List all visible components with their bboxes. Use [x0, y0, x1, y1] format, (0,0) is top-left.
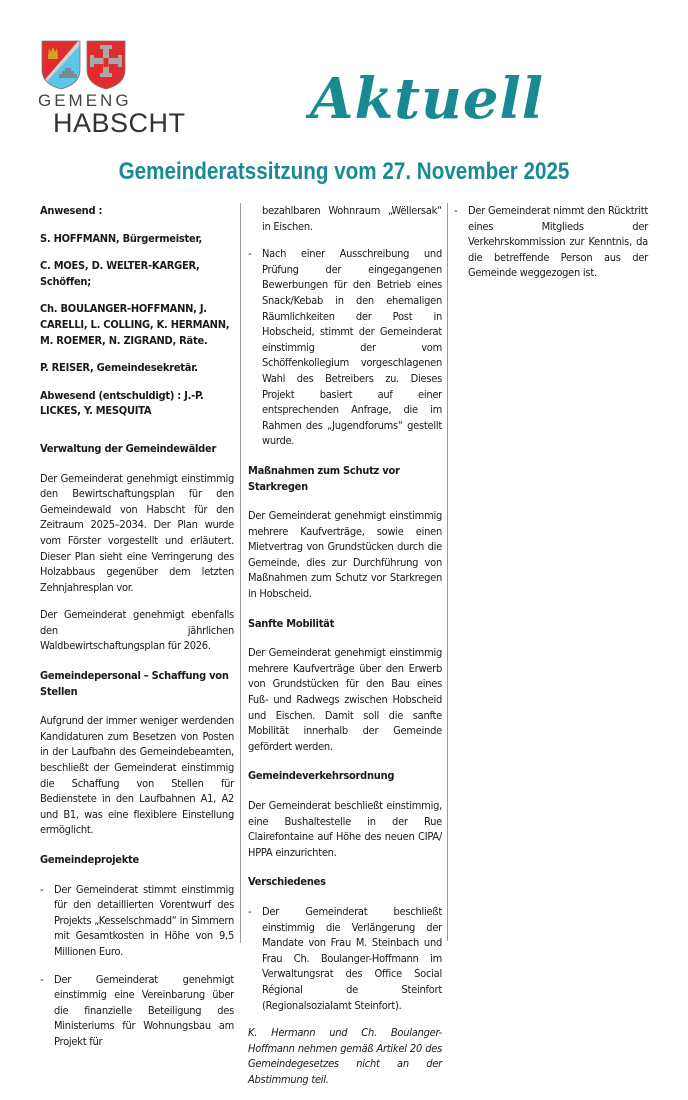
column-1	[40, 203, 234, 1062]
list-item	[40, 972, 234, 1050]
column-2	[248, 203, 442, 1100]
column-divider	[447, 203, 448, 941]
list-item-continued	[248, 203, 442, 234]
coat-of-arms-right-icon	[86, 40, 126, 90]
section-paragraph: Der Gemeinderat genehmigt einstimmig mehrere Kaufverträge über den Erwerb von Grundstücken für den Bau eines Fuß- und Radwegs zwischen Hobscheid und Eischen. Damit soll die sanfte Mobilität innerhalb der Gemeinde gefördert werden.	[248, 646, 442, 753]
municipality-logo	[38, 40, 198, 136]
list-item-text: Der Gemeinderat beschließt einstimmig die Verlängerung der Mandate von Frau M. Steinbach und Frau Ch. Boulanger-Hoffmann im Verwaltungsrat des Office Social Régional de Steinfort (Regionalsozialamt Steinfort).	[262, 904, 442, 1012]
list-item-text: bezahlbaren Wohnraum „Wëllersak“ in Eischen.	[262, 204, 442, 233]
section-paragraph: Der Gemeinderat genehmigt einstimmig mehrere Kaufverträge, sowie einen Mietvertrag von Grundstücken durch die Gemeinde, dies zur Durchführung von Maßnahmen zum Schutz vor Starkregen in Hobscheid.	[248, 509, 442, 601]
attendance-councillors: Ch. BOULANGER-HOFFMANN, J. CARELLI, L. COLLING, K. HERMANN, M. ROEMER, N. ZIGRAND, Räte.	[40, 302, 230, 347]
section-heading-mobility: Sanfte Mobilität	[248, 616, 335, 630]
attendance-aldermen: C. MOES, D. WELTER-KARGER, Schöffen;	[40, 259, 200, 288]
bullet-marker: -	[248, 247, 252, 261]
section-paragraph: Aufgrund der immer weniger werdenden Kandidaturen zum Besetzen von Posten in der Laufbahn des Gemeindebeamten, beschließt der Gemeinderat einstimmig die Schaffung von Stellen für Bedienstete in den Laufbahnen A1, A2 und B1, was eine flexiblere Einstellung ermöglicht.	[40, 714, 234, 837]
bullet-marker: -	[454, 204, 458, 217]
section-heading-projects: Gemeindeprojekte	[40, 853, 139, 866]
page-headline: Gemeinderatssitzung vom 27. November 2025	[118, 158, 570, 185]
list-item	[248, 904, 442, 1013]
section-paragraph: Der Gemeinderat beschließt einstimmig, eine Bushaltestelle in der Rue Clairefontaine auf Höhe des neuen CIPA/ HPPA einzurichten.	[248, 799, 442, 859]
column-divider	[240, 203, 241, 943]
bullet-marker: -	[40, 972, 44, 986]
attendance-present-label: Anwesend :	[40, 204, 103, 217]
section-heading-misc: Verschiedenes	[248, 875, 326, 889]
list-item	[454, 203, 648, 281]
section-title: Aktuell	[310, 66, 545, 132]
bullet-marker: -	[248, 904, 252, 918]
column-3	[454, 203, 648, 293]
abstention-note: K. Hermann und Ch. Boulanger-Hoffmann nehmen gemäß Artikel 20 des Gemeindegesetzes nicht an der Abstimmung teil.	[248, 1026, 442, 1086]
list-item-text: Der Gemeinderat nimmt den Rücktritt eines Mitglieds der Verkehrskommission zur Kenntnis, da die betreffende Person aus der Gemeinde weggezogen ist.	[468, 204, 648, 280]
attendance-absent: Abwesend (entschuldigt) : J.-P. LICKES, Y. MESQUITA	[40, 388, 204, 418]
coat-of-arms-left-icon	[41, 40, 81, 90]
list-item-text: Nach einer Ausschreibung und Prüfung der eingegangenen Bewerbungen für den Betrieb eines Snack/Kebab in den ehemaligen Räumlichkeiten der Post in Hobscheid, stimmt der Gemeinderat einstimmig der vom Schöffenkollegium vorgeschlagenen Wahl des Betreibers zu. Dieses Projekt basiert auf einer entsprechenden Anfrage, die im Rahmen des „Jugendforums“ gestellt wurde.	[262, 247, 442, 448]
section-heading-heavy-rain: Maßnahmen zum Schutz vor Starkregen	[248, 463, 400, 493]
section-heading-traffic: Gemeindeverkehrsordnung	[248, 769, 395, 783]
section-heading-forests: Verwaltung der Gemeindewälder	[40, 441, 217, 455]
list-item-text: Der Gemeinderat stimmt einstimmig für den detaillierten Vorentwurf des Projekts „Kesselschmadd“ in Simmern mit Gesamtkosten in Höhe von 9,5 Millionen Euro.	[54, 882, 234, 958]
logo-wordmark-top: GEMENG	[38, 91, 132, 110]
list-item	[248, 246, 442, 449]
section-paragraph: Der Gemeinderat genehmigt einstimmig den Bewirtschaftungsplan für den Gemeindewald von Habscht für den Zeitraum 2025–2034. Der Plan wurde vom Förster vorgestellt und erläutert. Dieser Plan sieht eine Verringerung des Holzabbaus gegenüber dem letzten Zehnjahresplan vor.	[40, 471, 234, 594]
coat-of-arms-group	[41, 40, 198, 90]
attendance-secretary: P. REISER, Gemeindesekretär.	[40, 361, 198, 375]
list-item-text: Der Gemeinderat genehmigt einstimmig eine Vereinbarung über die finanzielle Beteiligung des Ministeriums für Wohnungsbau am Projekt für	[54, 972, 234, 1048]
bullet-marker: -	[40, 882, 44, 896]
logo-wordmark-bottom: HABSCHT	[53, 108, 186, 138]
section-heading-staff: Gemeindepersonal – Schaffung von Stellen	[40, 669, 229, 698]
attendance-mayor: S. HOFFMANN, Bürgermeister,	[40, 231, 203, 245]
list-item	[40, 882, 234, 960]
section-paragraph: Der Gemeinderat genehmigt ebenfalls den jährlichen Waldbewirtschaftungsplan für 2026.	[40, 608, 234, 653]
